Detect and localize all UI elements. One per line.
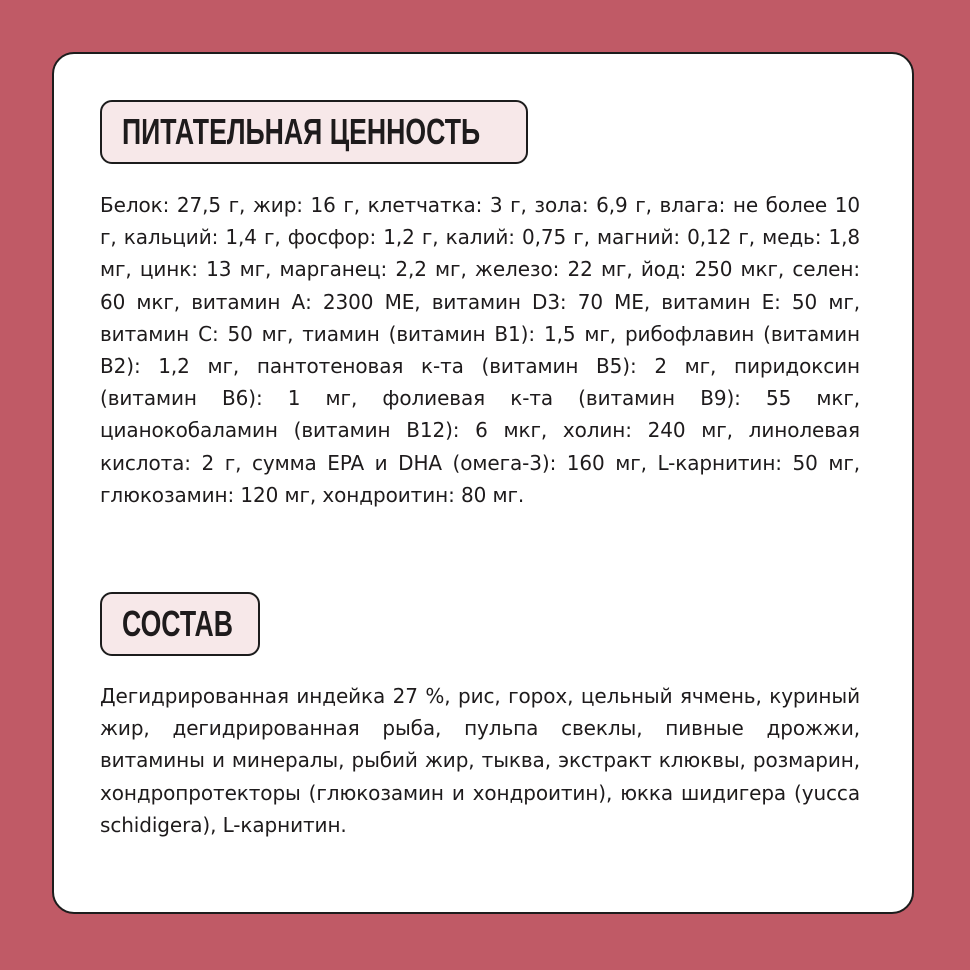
composition-text: Дегидрированная индейка 27 %, рис, горох, цельный ячмень, куриный жир, дегидрированная рыба, пульпа свеклы, пивные дрожжи, витамины и минералы, рыбий жир, тыква, экстракт клюквы, розмарин, хондропротекторы (глюкозамин и хондроитин), юкка шидигера (yucca schidigera), L-карнитин. [100, 684, 860, 837]
composition-title-badge [100, 592, 260, 656]
nutrition-title-badge [100, 100, 528, 164]
nutrition-facts-text: Белок: 27,5 г, жир: 16 г, клетчатка: 3 г, зола: 6,9 г, влага: не более 10 г, кальций: 1,4 г, фосфор: 1,2 г, калий: 0,75 г, магний: 0,12 г, медь: 1,8 мг, цинк: 13 мг, марганец: 2,2 мг, железо: 22 мг, йод: 250 мкг, селен: 60 мкг, витамин А: 2300 МЕ, витамин D3: 70 МЕ, витамин Е: 50 мг, витамин С: 50 мг, тиамин (витамин В1): 1,5 мг, рибофлавин (витамин В2): 1,2 мг, пантотеновая к-та (витамин В5): 2 мг, пиридоксин (витамин В6): 1 мг, фолиевая к-та (витамин В9): 55 мкг, цианокобаламин (витамин В12): 6 мкг, холин: 240 мг, линолевая кислота: 2 г, сумма EPA и DHA (омега-3): 160 мг, L-карнитин: 50 мг, глюкозамин: 120 мг, хондроитин: 80 мг. [100, 193, 860, 507]
nutrition-title: ПИТАТЕЛЬНАЯ ЦЕННОСТЬ [122, 111, 481, 152]
composition-title: СОСТАВ [122, 603, 233, 644]
info-card [52, 52, 914, 914]
